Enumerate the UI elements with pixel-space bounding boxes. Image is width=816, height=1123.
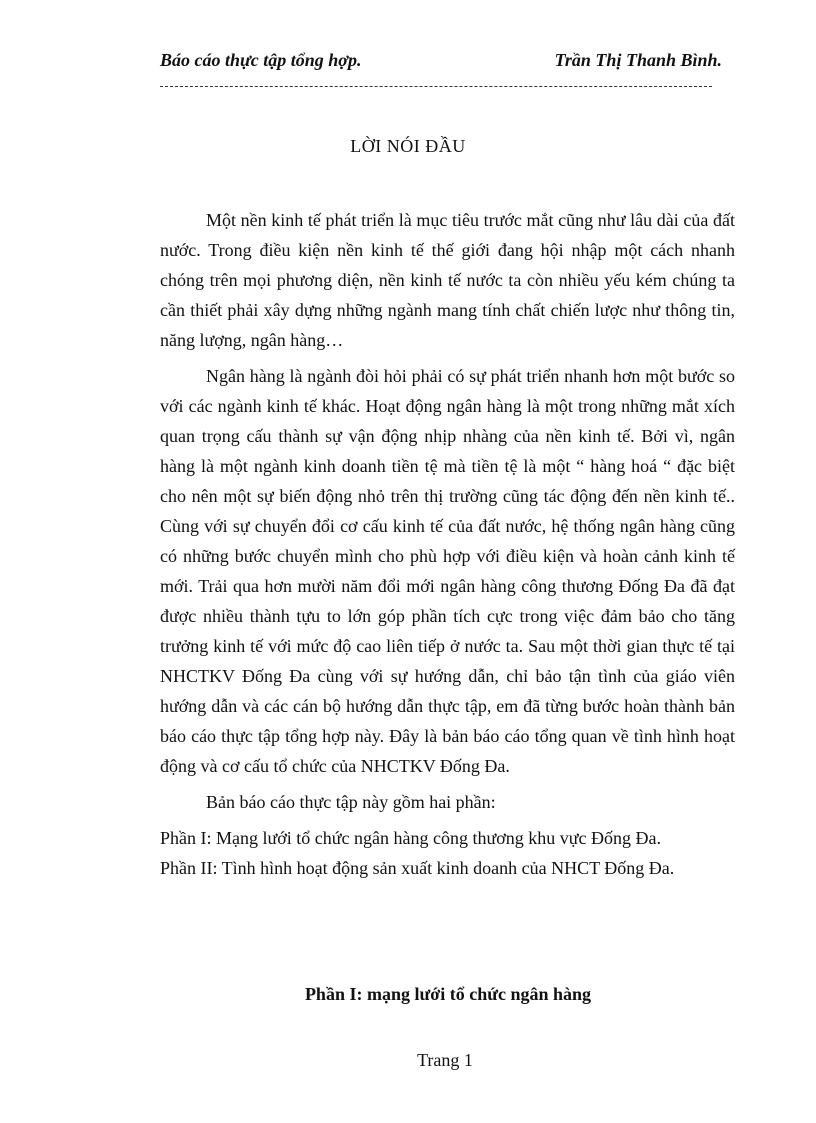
part-two-line: Phần II: Tình hình hoạt động sản xuất kinh doanh của NHCT Đống Đa. [160, 858, 675, 878]
section-heading-text: Phần I: mạng lưới tổ chức ngân hàng [304, 984, 592, 1004]
header-report-title: Báo cáo thực tập tổng hợp. [160, 50, 362, 70]
page-header [160, 50, 722, 78]
page-title: LỜI NÓI ĐẦU [350, 136, 466, 156]
document-body [160, 205, 735, 883]
paragraph-intro: Một nền kinh tế phát triển là mục tiêu trước mắt cũng như lâu dài của đất nước. Trong điều kiện nền kinh tế thế giới đang hội nhập một cách nhanh chóng trên mọi phương diện, nền kinh tế nước ta còn nhiều yếu kém chúng ta cần thiết phải xây dựng những ngành mang tính chất chiến lược như thông tin, năng lượng, ngân hàng… [160, 210, 735, 350]
page-number: Trang 1 [417, 1050, 473, 1070]
section-heading [0, 984, 816, 1005]
part-one-line: Phần I: Mạng lưới tổ chức ngân hàng công thương khu vực Đống Đa. [160, 828, 661, 848]
header-author-name: Trần Thị Thanh Bình. [554, 50, 722, 70]
paragraph-banking: Ngân hàng là ngành đòi hỏi phải có sự phát triển nhanh hơn một bước so với các ngành kinh tế khác. Hoạt động ngân hàng là một trong những mắt xích quan trọng cấu thành sự vận động nhịp nhàng của nền kinh tế. Bởi vì, ngân hàng là một ngành kinh doanh tiền tệ mà tiền tệ là một “ hàng hoá “ đặc biệt cho nên một sự biến động nhỏ trên thị trường cũng tác động đến nền kinh tế.. Cùng với sự chuyển đổi cơ cấu kinh tế của đất nước, hệ thống ngân hàng cũng có những bước chuyển mình cho phù hợp với điều kiện và hoàn cảnh kinh tế mới. Trải qua hơn mười năm đổi mới ngân hàng công thương Đống Đa đã đạt được nhiều thành tựu to lớn góp phần tích cực trong việc đảm bảo cho tăng trưởng kinh tế với mức độ cao liên tiếp ở nước ta. Sau một thời gian thực tế tại NHCTKV Đống Đa cùng với sự hướng dẫn, chỉ bảo tận tình của giáo viên hướng dẫn và các cán bộ hướng dẫn thực tập, em đã từng bước hoàn thành bản báo cáo thực tập tổng hợp này. Đây là bản báo cáo tổng quan về tình hình hoạt động và cơ cấu tổ chức của NHCTKV Đống Đa. [160, 366, 735, 776]
header-divider [160, 86, 712, 87]
parts-list [160, 823, 735, 883]
paragraph-structure: Bản báo cáo thực tập này gồm hai phần: [206, 792, 496, 812]
